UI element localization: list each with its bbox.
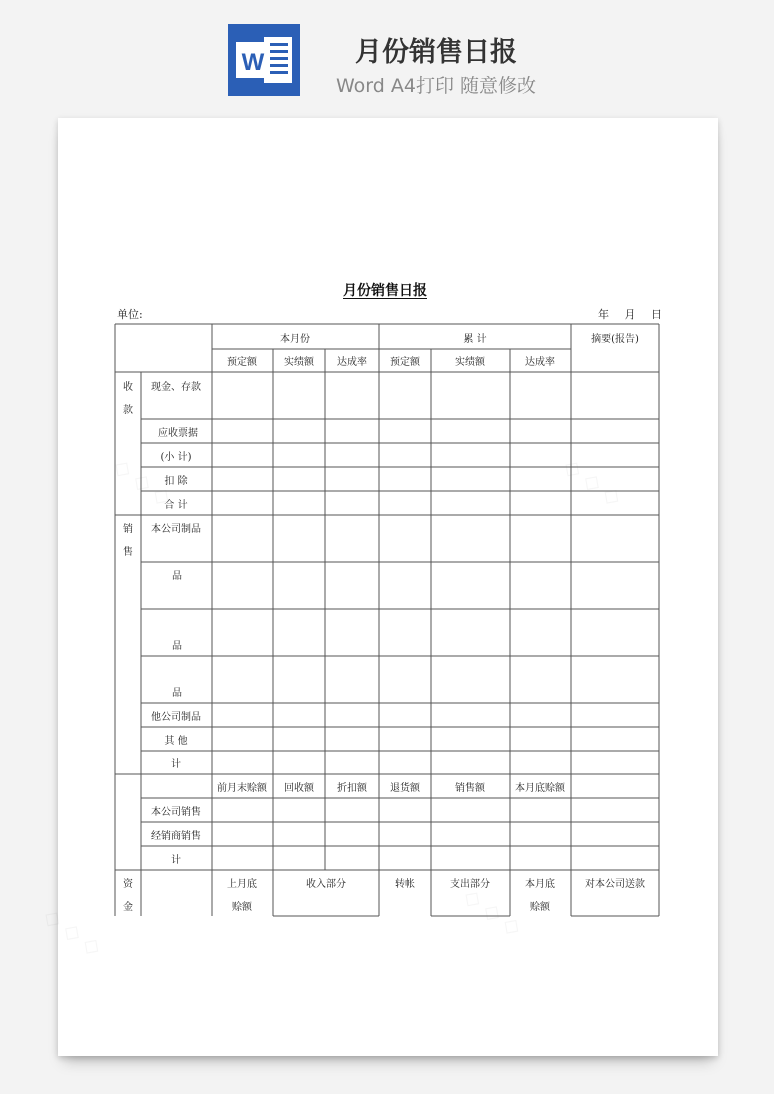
accounts-header: 折扣额 — [337, 783, 367, 794]
row-label: 经销商销售 — [151, 831, 201, 842]
subheader-rate-cum: 达成率 — [525, 357, 555, 368]
row-label: 他公司制品 — [151, 712, 201, 723]
funds-header: 上月底 — [227, 879, 257, 890]
funds-header: 转帐 — [395, 879, 415, 890]
row-label: 品 — [172, 641, 182, 652]
category-funds-2: 金 — [123, 902, 133, 913]
row-label: 扣 除 — [164, 476, 188, 487]
word-icon-letter: W — [241, 49, 265, 76]
date-label: 年 月 日 — [598, 308, 662, 321]
category-receipts-1: 收 — [123, 382, 133, 393]
accounts-header: 前月末赊额 — [217, 783, 267, 794]
funds-header: 本月底 — [525, 879, 555, 890]
subheader-planned: 预定额 — [227, 357, 257, 368]
unit-label: 单位: — [117, 308, 143, 321]
header-subtitle: Word A4打印 随意修改 — [335, 75, 536, 97]
accounts-header: 回收额 — [284, 783, 314, 794]
funds-header: 赊额 — [232, 902, 252, 913]
document-title: 月份销售日报 — [343, 283, 427, 299]
row-label: 计 — [171, 855, 181, 866]
funds-header: 支出部分 — [450, 879, 490, 890]
row-label: (小 计) — [160, 452, 192, 463]
accounts-header: 退货额 — [390, 783, 420, 794]
row-label: 应收票据 — [158, 428, 198, 439]
row-label: 品 — [172, 688, 182, 699]
subheader-actual: 实绩额 — [284, 357, 314, 368]
subheader-actual-cum: 实绩额 — [455, 357, 485, 368]
accounts-header: 本月底赊额 — [515, 783, 565, 794]
row-label: 现金、存款 — [151, 382, 201, 393]
row-label: 计 — [171, 759, 181, 770]
header-title: 月份销售日报 — [355, 37, 517, 68]
row-label: 本公司制品 — [151, 524, 201, 535]
accounts-header: 销售额 — [455, 783, 485, 794]
category-receipts-2: 款 — [123, 405, 133, 416]
row-label: 合 计 — [164, 500, 188, 511]
category-sales-2: 售 — [123, 547, 133, 558]
header-summary: 摘要(报告) — [591, 334, 639, 345]
funds-header: 赊额 — [530, 902, 550, 913]
category-funds-1: 资 — [123, 879, 133, 890]
header-this-month: 本月份 — [280, 334, 310, 345]
category-sales-1: 销 — [123, 524, 133, 535]
header-cumulative: 累 计 — [463, 334, 487, 345]
funds-header: 收入部分 — [306, 879, 346, 890]
funds-header: 对本公司送款 — [585, 879, 645, 890]
subheader-rate: 达成率 — [337, 357, 367, 368]
subheader-planned-cum: 预定额 — [390, 357, 420, 368]
row-label: 其 他 — [164, 736, 188, 747]
row-label: 品 — [172, 571, 182, 582]
row-label: 本公司销售 — [151, 807, 201, 818]
